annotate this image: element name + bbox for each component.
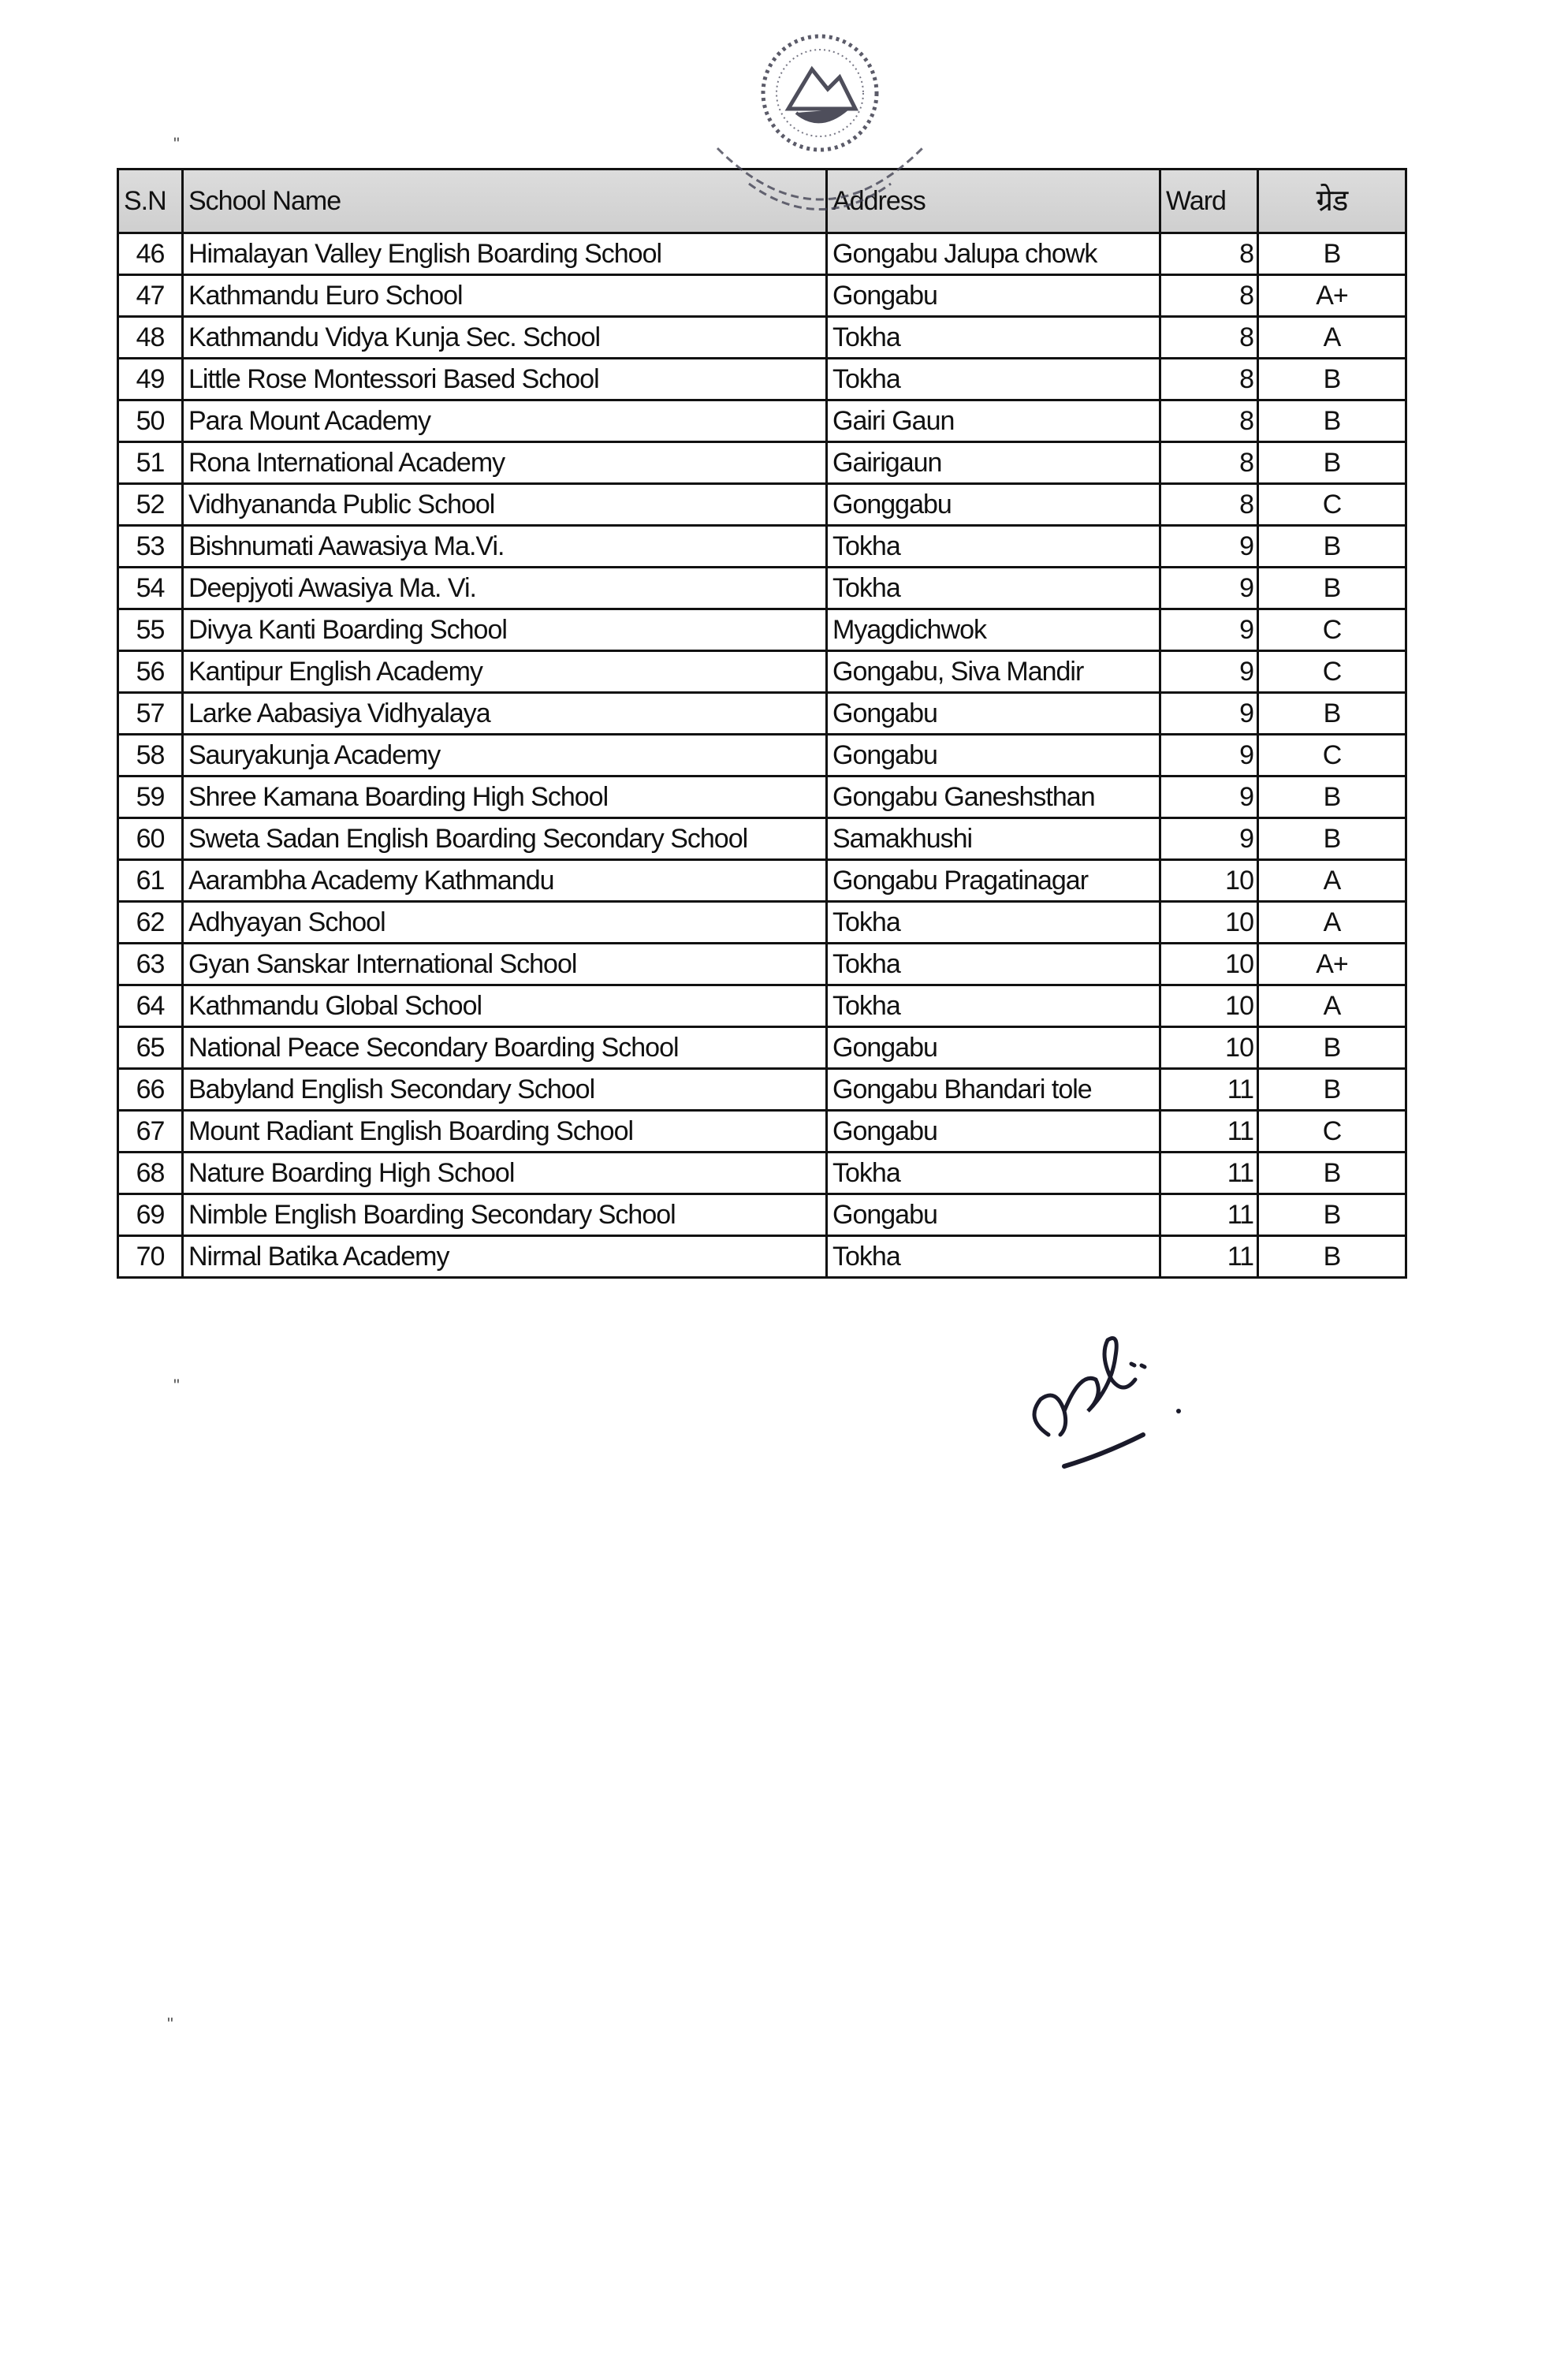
cell-ward: 10: [1160, 1027, 1258, 1069]
header-sn: S.N: [118, 169, 183, 233]
cell-ward: 9: [1160, 735, 1258, 776]
table-row: [118, 1027, 1406, 1069]
header-address: Address: [827, 169, 1160, 233]
cell-grade: B: [1258, 442, 1406, 484]
cell-school-name: Sauryakunja Academy: [183, 735, 827, 776]
cell-ward: 8: [1160, 275, 1258, 317]
cell-grade: B: [1258, 1027, 1406, 1069]
table-row: [118, 693, 1406, 735]
cell-school-name: Kantipur English Academy: [183, 651, 827, 693]
cell-school-name: Divya Kanti Boarding School: [183, 609, 827, 651]
cell-sn: 67: [118, 1111, 183, 1153]
cell-ward: 9: [1160, 818, 1258, 860]
cell-grade: C: [1258, 735, 1406, 776]
cell-address: Tokha: [827, 526, 1160, 568]
cell-grade: B: [1258, 1069, 1406, 1111]
cell-address: Samakhushi: [827, 818, 1160, 860]
cell-ward: 10: [1160, 985, 1258, 1027]
cell-address: Gairi Gaun: [827, 400, 1160, 442]
header-grade: ग्रेड: [1258, 169, 1406, 233]
cell-sn: 55: [118, 609, 183, 651]
cell-ward: 8: [1160, 400, 1258, 442]
cell-address: Gongabu: [827, 735, 1160, 776]
cell-sn: 60: [118, 818, 183, 860]
cell-grade: A+: [1258, 275, 1406, 317]
header-school-name: School Name: [183, 169, 827, 233]
cell-address: Tokha: [827, 985, 1160, 1027]
cell-address: Tokha: [827, 902, 1160, 944]
cell-grade: A: [1258, 985, 1406, 1027]
table-row: [118, 359, 1406, 400]
table-row: [118, 651, 1406, 693]
cell-ward: 11: [1160, 1194, 1258, 1236]
cell-ward: 8: [1160, 442, 1258, 484]
cell-school-name: National Peace Secondary Boarding School: [183, 1027, 827, 1069]
cell-sn: 62: [118, 902, 183, 944]
cell-sn: 70: [118, 1236, 183, 1278]
cell-sn: 66: [118, 1069, 183, 1111]
cell-school-name: Shree Kamana Boarding High School: [183, 776, 827, 818]
cell-sn: 46: [118, 233, 183, 275]
cell-sn: 69: [118, 1194, 183, 1236]
cell-school-name: Deepjyoti Awasiya Ma. Vi.: [183, 568, 827, 609]
scan-mark: ": [167, 2014, 173, 2034]
cell-sn: 61: [118, 860, 183, 902]
cell-sn: 57: [118, 693, 183, 735]
cell-grade: C: [1258, 609, 1406, 651]
table-row: [118, 860, 1406, 902]
cell-grade: B: [1258, 526, 1406, 568]
cell-school-name: Little Rose Montessori Based School: [183, 359, 827, 400]
cell-school-name: Kathmandu Euro School: [183, 275, 827, 317]
cell-sn: 58: [118, 735, 183, 776]
cell-sn: 68: [118, 1153, 183, 1194]
cell-address: Tokha: [827, 944, 1160, 985]
school-grade-table: [117, 168, 1407, 1279]
cell-address: Gonggabu: [827, 484, 1160, 526]
table-row: [118, 1194, 1406, 1236]
cell-grade: B: [1258, 818, 1406, 860]
table-row: [118, 818, 1406, 860]
cell-school-name: Himalayan Valley English Boarding School: [183, 233, 827, 275]
table-row: [118, 442, 1406, 484]
header-ward: Ward: [1160, 169, 1258, 233]
cell-grade: B: [1258, 359, 1406, 400]
cell-grade: B: [1258, 693, 1406, 735]
cell-school-name: Larke Aabasiya Vidhyalaya: [183, 693, 827, 735]
cell-sn: 48: [118, 317, 183, 359]
cell-sn: 65: [118, 1027, 183, 1069]
cell-address: Gongabu: [827, 1111, 1160, 1153]
table-row: [118, 526, 1406, 568]
cell-school-name: Vidhyananda Public School: [183, 484, 827, 526]
cell-ward: 8: [1160, 317, 1258, 359]
cell-sn: 49: [118, 359, 183, 400]
cell-school-name: Nature Boarding High School: [183, 1153, 827, 1194]
table-row: [118, 985, 1406, 1027]
cell-school-name: Rona International Academy: [183, 442, 827, 484]
cell-ward: 10: [1160, 944, 1258, 985]
cell-school-name: Bishnumati Aawasiya Ma.Vi.: [183, 526, 827, 568]
cell-address: Gairigaun: [827, 442, 1160, 484]
cell-ward: 9: [1160, 568, 1258, 609]
cell-address: Gongabu, Siva Mandir: [827, 651, 1160, 693]
cell-address: Gongabu Jalupa chowk: [827, 233, 1160, 275]
cell-ward: 9: [1160, 693, 1258, 735]
table-row: [118, 1153, 1406, 1194]
table-row: [118, 484, 1406, 526]
cell-sn: 51: [118, 442, 183, 484]
cell-address: Gongabu Ganeshsthan: [827, 776, 1160, 818]
cell-grade: B: [1258, 1194, 1406, 1236]
cell-grade: B: [1258, 1236, 1406, 1278]
cell-school-name: Gyan Sanskar International School: [183, 944, 827, 985]
cell-address: Gongabu: [827, 275, 1160, 317]
table-row: [118, 609, 1406, 651]
cell-grade: A: [1258, 317, 1406, 359]
table-row: [118, 275, 1406, 317]
cell-sn: 54: [118, 568, 183, 609]
cell-address: Gongabu: [827, 1027, 1160, 1069]
cell-address: Tokha: [827, 1153, 1160, 1194]
cell-address: Tokha: [827, 568, 1160, 609]
cell-grade: B: [1258, 776, 1406, 818]
cell-ward: 9: [1160, 651, 1258, 693]
cell-ward: 9: [1160, 776, 1258, 818]
municipality-seal: [702, 14, 938, 251]
cell-address: Gongabu Bhandari tole: [827, 1069, 1160, 1111]
cell-grade: B: [1258, 233, 1406, 275]
cell-address: Gongabu: [827, 1194, 1160, 1236]
cell-grade: C: [1258, 484, 1406, 526]
cell-ward: 9: [1160, 609, 1258, 651]
table-row: [118, 944, 1406, 985]
cell-school-name: Nirmal Batika Academy: [183, 1236, 827, 1278]
cell-sn: 59: [118, 776, 183, 818]
cell-grade: A: [1258, 902, 1406, 944]
cell-address: Tokha: [827, 317, 1160, 359]
cell-address: Tokha: [827, 359, 1160, 400]
cell-school-name: Kathmandu Vidya Kunja Sec. School: [183, 317, 827, 359]
cell-grade: C: [1258, 1111, 1406, 1153]
cell-ward: 11: [1160, 1069, 1258, 1111]
cell-grade: A: [1258, 860, 1406, 902]
cell-grade: B: [1258, 1153, 1406, 1194]
cell-ward: 11: [1160, 1153, 1258, 1194]
cell-address: Gongabu: [827, 693, 1160, 735]
cell-school-name: Adhyayan School: [183, 902, 827, 944]
cell-sn: 63: [118, 944, 183, 985]
cell-sn: 50: [118, 400, 183, 442]
cell-school-name: Kathmandu Global School: [183, 985, 827, 1027]
signature: [1017, 1324, 1198, 1482]
table-row: [118, 1069, 1406, 1111]
cell-school-name: Aarambha Academy Kathmandu: [183, 860, 827, 902]
cell-grade: C: [1258, 651, 1406, 693]
cell-ward: 11: [1160, 1236, 1258, 1278]
scan-mark: ": [173, 1376, 180, 1395]
cell-address: Gongabu Pragatinagar: [827, 860, 1160, 902]
cell-ward: 10: [1160, 860, 1258, 902]
cell-grade: B: [1258, 568, 1406, 609]
cell-sn: 52: [118, 484, 183, 526]
cell-address: Tokha: [827, 1236, 1160, 1278]
cell-school-name: Babyland English Secondary School: [183, 1069, 827, 1111]
cell-school-name: Nimble English Boarding Secondary School: [183, 1194, 827, 1236]
cell-ward: 10: [1160, 902, 1258, 944]
cell-ward: 8: [1160, 233, 1258, 275]
cell-sn: 56: [118, 651, 183, 693]
table-row: [118, 1236, 1406, 1278]
cell-address: Myagdichwok: [827, 609, 1160, 651]
cell-ward: 8: [1160, 359, 1258, 400]
cell-school-name: Mount Radiant English Boarding School: [183, 1111, 827, 1153]
cell-sn: 53: [118, 526, 183, 568]
cell-school-name: Sweta Sadan English Boarding Secondary School: [183, 818, 827, 860]
cell-grade: B: [1258, 400, 1406, 442]
cell-ward: 11: [1160, 1111, 1258, 1153]
cell-sn: 64: [118, 985, 183, 1027]
cell-school-name: Para Mount Academy: [183, 400, 827, 442]
table-row: [118, 568, 1406, 609]
cell-sn: 47: [118, 275, 183, 317]
table-row: [118, 776, 1406, 818]
table-row: [118, 317, 1406, 359]
table-row: [118, 1111, 1406, 1153]
table-row: [118, 400, 1406, 442]
table-row: [118, 735, 1406, 776]
scan-mark: ": [173, 134, 180, 154]
cell-grade: A+: [1258, 944, 1406, 985]
cell-ward: 8: [1160, 484, 1258, 526]
table-row: [118, 902, 1406, 944]
cell-ward: 9: [1160, 526, 1258, 568]
